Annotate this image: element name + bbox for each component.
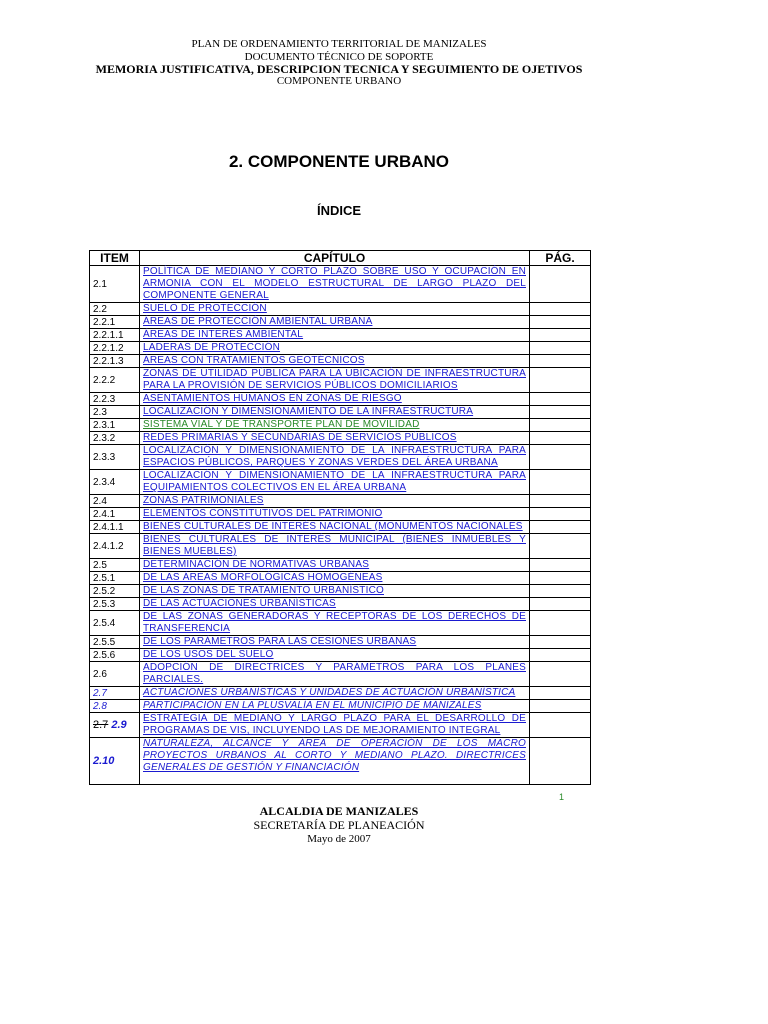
table-row: [90, 329, 591, 342]
table-row: [90, 521, 591, 534]
row-page: [530, 445, 591, 470]
chapter-link[interactable]: REDES PRIMARIAS Y SECUNDARIAS DE SERVICIOS PÚBLICOS: [143, 432, 457, 443]
row-page: [530, 303, 591, 316]
table-row: [90, 559, 591, 572]
row-item: 2.3: [90, 406, 140, 419]
row-chapter: [140, 649, 530, 662]
chapter-link[interactable]: DE LOS USOS DEL SUELO: [143, 649, 274, 660]
row-chapter: [140, 559, 530, 572]
table-row: [90, 662, 591, 687]
chapter-link[interactable]: ESTRATEGIA DE MEDIANO Y LARGO PLAZO PARA EL DESARROLLO DE PROGRAMAS DE VIS, INCLUYENDO LAS DE MEJORAMIENTO INTEGRAL: [143, 713, 526, 736]
row-chapter: [140, 445, 530, 470]
table-row: [90, 508, 591, 521]
row-page: [530, 559, 591, 572]
row-page: [530, 419, 591, 432]
row-item: 2.5.1: [90, 572, 140, 585]
table-row: [90, 585, 591, 598]
table-row: [90, 419, 591, 432]
row-page: [530, 572, 591, 585]
row-page: [530, 266, 591, 303]
row-page: [530, 368, 591, 393]
table-row: [90, 534, 591, 559]
table-row: [90, 355, 591, 368]
header-line-2: DOCUMENTO TÉCNICO DE SOPORTE: [244, 51, 434, 63]
chapter-link[interactable]: ÁREAS DE PROTECCIÓN AMBIENTAL URBANA: [143, 316, 373, 327]
row-chapter: [140, 266, 530, 303]
row-page: [530, 700, 591, 713]
row-item: [90, 713, 140, 738]
row-item: 2.5.3: [90, 598, 140, 611]
page-title: 2. COMPONENTE URBANO: [228, 152, 450, 171]
table-row: [90, 445, 591, 470]
row-chapter: [140, 406, 530, 419]
row-chapter: [140, 508, 530, 521]
row-page: [530, 521, 591, 534]
row-item: 2.6: [90, 662, 140, 687]
row-page: [530, 585, 591, 598]
row-item: 2.5.2: [90, 585, 140, 598]
row-page: [530, 316, 591, 329]
row-chapter: [140, 738, 530, 785]
row-chapter: [140, 419, 530, 432]
row-chapter: [140, 303, 530, 316]
chapter-link[interactable]: LOCALIZACIÓN Y DIMENSIONAMIENTO DE LA INFRAESTRUCTURA: [143, 406, 474, 417]
row-item: 2.3.4: [90, 470, 140, 495]
row-page: [530, 393, 591, 406]
index-heading: ÍNDICE: [316, 203, 362, 218]
table-row: [90, 598, 591, 611]
header-chapter: CAPÍTULO: [140, 251, 530, 266]
row-page: [530, 508, 591, 521]
row-chapter: [140, 687, 530, 700]
row-chapter: [140, 329, 530, 342]
row-page: [530, 470, 591, 495]
row-chapter: [140, 572, 530, 585]
chapter-link[interactable]: DE LAS ZONAS DE TRATAMIENTO URBANÍSTICO: [143, 585, 384, 596]
row-chapter: [140, 713, 530, 738]
row-chapter: [140, 316, 530, 329]
chapter-link[interactable]: BIENES CULTURALES DE INTERÉS NACIONAL (MONUMENTOS NACIONALES: [143, 521, 523, 532]
chapter-link[interactable]: DE LOS PARÁMETROS PARA LAS CESIONES URBANAS: [143, 636, 417, 647]
header-item: ITEM: [90, 251, 140, 266]
row-chapter: [140, 495, 530, 508]
chapter-link[interactable]: ÁREAS CON TRATAMIENTOS GEOTÉCNICOS: [143, 355, 365, 366]
row-chapter: [140, 355, 530, 368]
row-page: [530, 611, 591, 636]
row-item: 2.2: [90, 303, 140, 316]
chapter-link[interactable]: LADERAS DE PROTECCIÓN: [143, 342, 281, 353]
revised-item-number: 2.9: [111, 719, 127, 731]
header-line-1: PLAN DE ORDENAMIENTO TERRITORIAL DE MANIZALES: [191, 38, 487, 50]
table-row: [90, 611, 591, 636]
table-row: [90, 432, 591, 445]
table-row: [90, 470, 591, 495]
row-item: 2.5.6: [90, 649, 140, 662]
footer-line-2: SECRETARÍA DE PLANEACIÓN: [253, 818, 425, 832]
chapter-link[interactable]: PARTICIPACIÓN EN LA PLUSVALÍA EN EL MUNICIPIO DE MANIZALES: [143, 700, 482, 711]
footer-line-3: Mayo de 2007: [307, 833, 371, 845]
row-page: [530, 662, 591, 687]
table-row: [90, 687, 591, 700]
chapter-link[interactable]: ZONAS DE UTILIDAD PÚBLICA PARA LA UBICACIÓN DE INFRAESTRUCTURA PARA LA PROVISIÓN DE SERVICIOS PÚBLICOS DOMICILIARIOS: [143, 368, 526, 391]
chapter-link[interactable]: DE LAS ACTUACIONES URBANÍSTICAS: [143, 598, 336, 609]
chapter-link[interactable]: ÁREAS DE INTERÉS AMBIENTAL: [143, 329, 304, 340]
chapter-link[interactable]: NATURALEZA, ALCANCE Y ÁREA DE OPERACIÓN DE LOS MACRO PROYECTOS URBANOS AL CORTO Y MEDIANO PLAZO. DIRECTRICES GENERALES DE GESTIÓN Y FINANCIACIÓN: [143, 738, 526, 773]
table-row: [90, 316, 591, 329]
table-row: [90, 368, 591, 393]
chapter-link[interactable]: DE LAS ZONAS GENERADORAS Y RECEPTORAS DE LOS DERECHOS DE TRANSFERENCIA: [143, 611, 526, 634]
row-page: [530, 329, 591, 342]
row-item: 2.3.1: [90, 419, 140, 432]
row-page: [530, 406, 591, 419]
table-row: [90, 636, 591, 649]
row-item: 2.5.4: [90, 611, 140, 636]
row-chapter: [140, 432, 530, 445]
table-row: [90, 713, 591, 738]
chapter-link[interactable]: ASENTAMIENTOS HUMANOS EN ZONAS DE RIESGO: [143, 393, 402, 404]
row-page: [530, 432, 591, 445]
footer-line-1: ALCALDIA DE MANIZALES: [259, 804, 419, 818]
table-row: [90, 342, 591, 355]
chapter-link[interactable]: SUELO DE PROTECCIÓN: [143, 303, 267, 314]
header-page: PÁG.: [530, 251, 591, 266]
row-chapter: [140, 534, 530, 559]
row-chapter: [140, 585, 530, 598]
row-item: 2.8: [90, 700, 140, 713]
row-chapter: [140, 393, 530, 406]
row-chapter: [140, 662, 530, 687]
table-row: [90, 303, 591, 316]
row-item: 2.2.1.2: [90, 342, 140, 355]
row-item: 2.3.2: [90, 432, 140, 445]
table-row: [90, 406, 591, 419]
row-item: 2.4.1.2: [90, 534, 140, 559]
row-page: [530, 534, 591, 559]
row-item: 2.4.1: [90, 508, 140, 521]
chapter-link[interactable]: SISTEMA VIAL Y DE TRANSPORTE PLAN DE MOVILIDAD: [143, 419, 420, 430]
chapter-link[interactable]: ELEMENTOS CONSTITUTIVOS DEL PATRIMONIO: [143, 508, 383, 519]
row-page: [530, 687, 591, 700]
row-page: [530, 636, 591, 649]
row-chapter: [140, 636, 530, 649]
row-item: 2.2.1: [90, 316, 140, 329]
index-table: [89, 250, 591, 785]
struck-item-number: 2.7: [93, 719, 109, 731]
row-item: 2.2.1.3: [90, 355, 140, 368]
table-row: [90, 738, 591, 785]
chapter-link[interactable]: LOCALIZACIÓN Y DIMENSIONAMIENTO DE LA INFRAESTRUCTURA PARA ESPACIOS PÚBLICOS, PARQUES Y ZONAS VERDES DEL ÁREA URBANA: [143, 445, 526, 468]
table-row: [90, 266, 591, 303]
row-item: 2.2.2: [90, 368, 140, 393]
row-chapter: [140, 521, 530, 534]
table-row: [90, 572, 591, 585]
row-item: 2.10: [90, 738, 140, 785]
chapter-link[interactable]: LOCALIZACIÓN Y DIMENSIONAMIENTO DE LA INFRAESTRUCTURA PARA EQUIPAMIENTOS COLECTIVOS EN EL ÁREA URBANA: [143, 470, 526, 493]
row-page: [530, 598, 591, 611]
table-row: [90, 700, 591, 713]
row-chapter: [140, 342, 530, 355]
row-page: [530, 713, 591, 738]
chapter-link[interactable]: DE LAS ÁREAS MORFOLÓGICAS HOMOGÉNEAS: [143, 572, 383, 583]
table-header-row: [90, 251, 591, 266]
row-item: 2.5.5: [90, 636, 140, 649]
chapter-link[interactable]: ZONAS PATRIMONIALES: [143, 495, 264, 506]
row-page: [530, 355, 591, 368]
row-item: 2.3.3: [90, 445, 140, 470]
row-item: 2.1: [90, 266, 140, 303]
table-row: [90, 649, 591, 662]
row-item: 2.4: [90, 495, 140, 508]
row-chapter: [140, 598, 530, 611]
row-page: [530, 342, 591, 355]
row-chapter: [140, 700, 530, 713]
chapter-link[interactable]: BIENES CULTURALES DE INTERÉS MUNICIPAL (BIENES INMUEBLES Y BIENES MUEBLES): [143, 534, 526, 557]
row-page: [530, 495, 591, 508]
row-chapter: [140, 611, 530, 636]
table-row: [90, 495, 591, 508]
row-chapter: [140, 368, 530, 393]
chapter-link[interactable]: ACTUACIONES URBANÍSTICAS Y UNIDADES DE ACTUACIÓN URBANÍSTICA: [143, 687, 516, 698]
page-number: 1: [559, 792, 565, 802]
row-item: 2.2.3: [90, 393, 140, 406]
row-page: [530, 738, 591, 785]
header-line-4: COMPONENTE URBANO: [276, 75, 402, 87]
row-item: 2.7: [90, 687, 140, 700]
chapter-link[interactable]: POLÍTICA DE MEDIANO Y CORTO PLAZO SOBRE USO Y OCUPACIÓN EN ARMONIA CON EL MODELO ESTRUCTURAL DE LARGO PLAZO DEL COMPONENTE GENERAL: [143, 266, 526, 301]
table-row: [90, 393, 591, 406]
chapter-link[interactable]: DETERMINACIÓN DE NORMATIVAS URBANAS: [143, 559, 370, 570]
row-item: 2.4.1.1: [90, 521, 140, 534]
header-line-3: MEMORIA JUSTIFICATIVA, DESCRIPCION TECNICA Y SEGUIMIENTO DE OJETIVOS: [95, 62, 583, 76]
row-item: 2.5: [90, 559, 140, 572]
chapter-link[interactable]: ADOPCIÓN DE DIRECTRICES Y PARÁMETROS PARA LOS PLANES PARCIALES.: [143, 662, 526, 685]
row-item: 2.2.1.1: [90, 329, 140, 342]
row-page: [530, 649, 591, 662]
row-chapter: [140, 470, 530, 495]
